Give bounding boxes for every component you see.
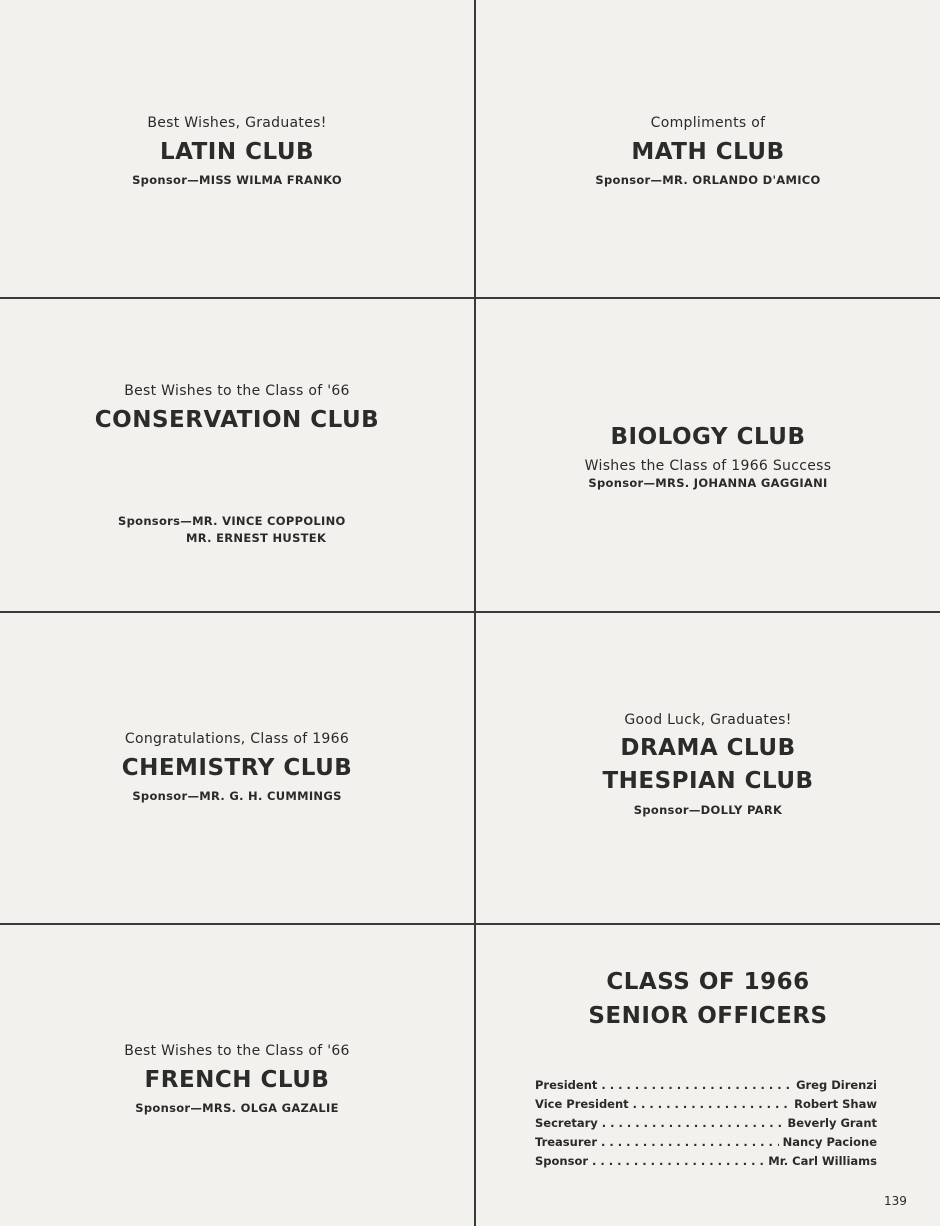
chemistry-club-ad [0,731,474,803]
sponsors [118,514,346,545]
officer-role: President [535,1078,598,1092]
club-name: FRENCH CLUB [144,1067,330,1093]
officer-role: Treasurer [535,1135,597,1149]
french-club-ad [0,1043,474,1115]
greeting: Wishes the Class of 1966 Success [584,458,832,474]
club-name-2: THESPIAN CLUB [602,768,814,794]
leader-dots [633,1097,791,1111]
drama-club-ad [476,712,940,817]
latin-club-ad [0,115,474,187]
senior-officers-heading [476,965,940,1033]
officer-row [535,1154,877,1173]
officer-name: Greg Direnzi [796,1078,877,1092]
club-name: CHEMISTRY CLUB [121,755,353,781]
officer-name: Beverly Grant [787,1116,877,1130]
conservation-club-ad [0,383,474,433]
greeting: Congratulations, Class of 1966 [124,731,350,747]
sponsor: Sponsor—MR. G. H. CUMMINGS [132,789,342,803]
club-name: BIOLOGY CLUB [610,424,806,450]
row-divider [0,923,940,925]
sponsor: Sponsor—MISS WILMA FRANKO [132,173,342,187]
officer-name: Nancy Pacione [782,1135,877,1149]
greeting: Best Wishes to the Class of '66 [124,383,350,399]
club-name: MATH CLUB [631,139,785,165]
sponsor-line: Sponsors—MR. VINCE COPPOLINO [118,514,346,528]
officer-row [535,1097,877,1116]
sponsor: Sponsor—MR. ORLANDO D'AMICO [595,173,821,187]
club-name: LATIN CLUB [159,139,315,165]
officer-row [535,1135,877,1154]
greeting: Compliments of [650,115,766,131]
officer-role: Sponsor [535,1154,589,1168]
sponsor: Sponsor—MRS. OLGA GAZALIE [135,1101,339,1115]
greeting: Best Wishes, Graduates! [147,115,327,131]
row-divider [0,611,940,613]
officer-role: Vice President [535,1097,629,1111]
leader-dots [602,1116,784,1130]
officer-row [535,1116,877,1135]
page-number: 139 [884,1194,907,1208]
officer-row [535,1078,877,1097]
biology-club-ad [476,424,940,490]
officer-name: Mr. Carl Williams [768,1154,877,1168]
leader-dots [601,1135,779,1149]
officers-list [535,1078,877,1173]
club-name: CONSERVATION CLUB [94,407,380,433]
officers-title-line1: CLASS OF 1966 [606,969,810,995]
officer-name: Robert Shaw [794,1097,877,1111]
sponsor: Sponsor—DOLLY PARK [633,803,783,817]
leader-dots [601,1078,792,1092]
officer-role: Secretary [535,1116,598,1130]
greeting: Best Wishes to the Class of '66 [124,1043,350,1059]
officers-title-line2: SENIOR OFFICERS [588,1003,828,1029]
sponsor: Sponsor—MRS. JOHANNA GAGGIANI [588,476,828,490]
row-divider [0,297,940,299]
greeting: Good Luck, Graduates! [624,712,792,728]
math-club-ad [476,115,940,187]
club-name: DRAMA CLUB [620,735,796,761]
sponsor-line: MR. ERNEST HUSTEK [186,531,327,545]
leader-dots [592,1154,764,1168]
